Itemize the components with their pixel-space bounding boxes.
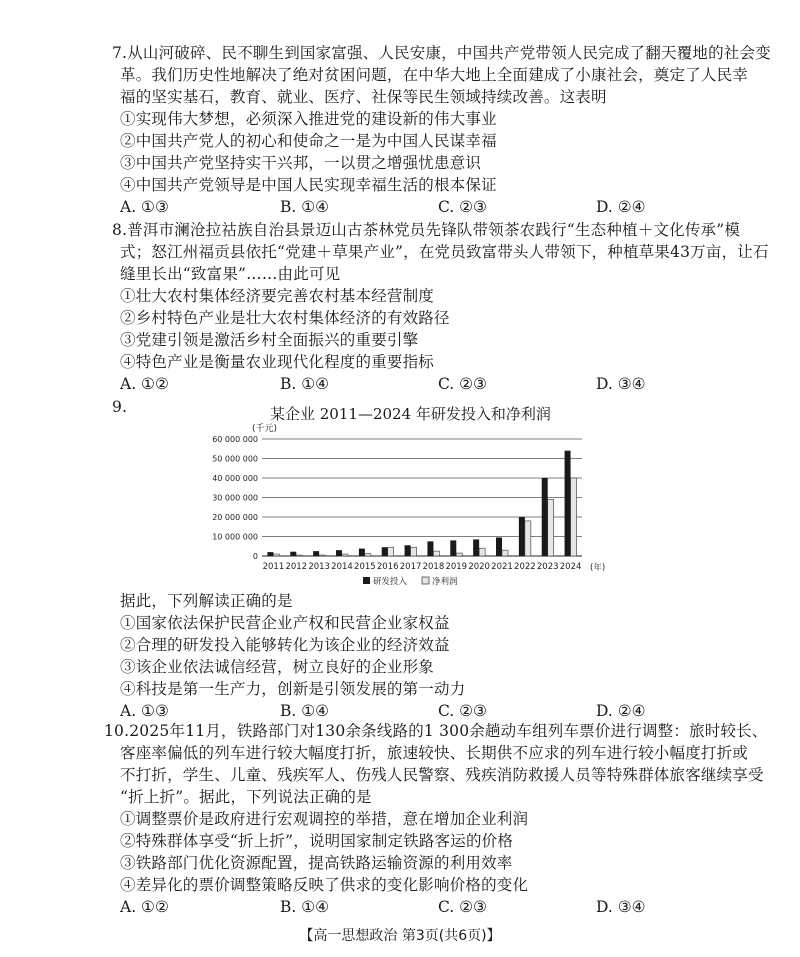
q10-stem-line: “折上折”。据此，下列说法正确的是 (120, 788, 372, 806)
bar-net-profit (365, 554, 371, 556)
y-tick-label: 50 000 000 (212, 454, 258, 464)
chart-title: 某企业 2011—2024 年研发投入和净利润 (270, 405, 551, 423)
chart-bars (267, 451, 576, 556)
q7-option-b[interactable]: B. ①④ (280, 198, 330, 216)
q7-option-d[interactable]: D. ②④ (596, 198, 646, 216)
q7-option-c[interactable]: C. ②③ (438, 198, 487, 216)
bar-net-profit (456, 553, 462, 556)
x-tick-label: 2019 (445, 562, 468, 572)
q7-item: ④中国共产党领导是中国人民实现幸福生活的根本保证 (120, 176, 497, 194)
bar-rd-investment (542, 478, 548, 556)
chart-gridlines (262, 439, 582, 556)
q9-intro: 据此，下列解读正确的是 (120, 592, 293, 610)
chart-y-ticks (212, 435, 258, 561)
bar-rd-investment (313, 551, 319, 556)
x-tick-label: 2014 (331, 562, 353, 572)
x-tick-label: 2018 (422, 562, 445, 572)
x-tick-label: 2021 (491, 562, 513, 572)
q9-option-c[interactable]: C. ②③ (438, 702, 487, 720)
question-9-number (112, 396, 152, 418)
bar-rd-investment (519, 517, 525, 556)
y-tick-label: 60 000 000 (212, 435, 258, 444)
bar-rd-investment (565, 451, 571, 556)
bar-net-profit (342, 554, 348, 556)
bar-net-profit (296, 555, 302, 556)
x-tick-label: 2020 (468, 562, 490, 572)
page-footer: 【高一思想政治 第3页(共6页)】 (299, 928, 501, 944)
q10-stem-line: 10.2025年11月，铁路部门对130余条线路的1 300余趟动车组列车票价进行调整：旅时较长、 (104, 722, 768, 740)
x-tick-label: 2011 (262, 562, 285, 572)
q10-item: ④差异化的票价调整策略反映了供求的变化影响价格的变化 (120, 876, 529, 894)
bar-rd-investment (336, 550, 342, 556)
q8-item: ①壮大农村集体经济要完善农村基本经营制度 (120, 287, 435, 305)
q8-stem-line: 8.普洱市澜沧拉祜族自治县景迈山古茶林党员先锋队带领茶农践行“生态种植＋文化传承”模 (112, 221, 741, 239)
chart-legend (363, 576, 458, 587)
q9-item: ③该企业依法诚信经营，树立良好的企业形象 (120, 658, 435, 676)
y-tick-label: 10 000 000 (212, 532, 258, 542)
bar-rd-investment (450, 540, 456, 556)
q8-option-b[interactable]: B. ①④ (280, 375, 330, 393)
q10-options (104, 896, 704, 918)
chart-x-ticks (263, 562, 582, 572)
bar-net-profit (319, 555, 325, 556)
legend-swatch-rd (363, 577, 370, 584)
x-tick-label: 2016 (376, 562, 399, 572)
q8-item: ②乡村特色产业是壮大农村集体经济的有效路径 (120, 309, 450, 327)
q8-option-d[interactable]: D. ③④ (596, 375, 646, 393)
bar-rd-investment (427, 541, 433, 556)
y-tick-label: 40 000 000 (212, 474, 258, 483)
q8-options (112, 373, 712, 395)
bar-rd-investment (359, 549, 365, 556)
q10-option-b[interactable]: B. ①④ (280, 898, 330, 916)
bar-rd-investment (473, 539, 479, 556)
question-8 (112, 219, 769, 395)
q7-item: ①实现伟大梦想，必须深入推进党的建设新的伟大事业 (120, 110, 497, 128)
y-tick-label: 30 000 000 (212, 493, 258, 503)
q10-item: ①调整票价是政府进行宏观调控的举措，意在增加企业利润 (120, 810, 529, 828)
q7-stem-line: 福的坚实基石，教育、就业、医疗、社保等民生领域持续改善。这表明 (120, 88, 607, 106)
q7-option-a[interactable]: A. ①③ (120, 198, 169, 216)
bar-net-profit (502, 550, 508, 556)
q10-item: ②特殊群体享受“折上折”，说明国家制定铁路客运的价格 (120, 832, 514, 850)
q10-option-c[interactable]: C. ②③ (438, 898, 487, 916)
bar-net-profit (273, 554, 279, 556)
q8-stem-line: 式；怒江州福贡县依托“党建＋草果产业”，在党员致富带头人带领下，种植草果43万亩，让石 (120, 243, 769, 261)
rd-profit-bar-chart (190, 420, 630, 592)
q7-item: ③中国共产党坚持实干兴邦，一以贯之增强忧患意识 (120, 154, 482, 172)
y-tick-label: 0 (252, 552, 258, 561)
q9-option-b[interactable]: B. ①④ (280, 702, 330, 720)
q9-options (112, 700, 712, 722)
q9-option-a[interactable]: A. ①③ (120, 702, 169, 720)
bar-rd-investment (290, 552, 296, 556)
x-tick-label: 2023 (536, 562, 559, 572)
q9-item: ②合理的研发投入能够转化为该企业的经济效益 (120, 636, 450, 654)
legend-swatch-profit (422, 577, 429, 584)
q10-stem-line: 不打折，学生、儿童、残疾军人、伤残人民警察、残疾消防救援人员等特殊群体旅客继续享受 (120, 766, 764, 784)
question-7 (112, 42, 771, 218)
q10-stem-line: 客座率偏低的列车进行较大幅度打折，旅速较快、长期供不应求的列车进行较小幅度打折或 (120, 744, 749, 762)
q9-number: 9. (112, 398, 128, 416)
q9-item: ①国家依法保护民营企业产权和民营企业家权益 (120, 614, 450, 632)
chart-x-unit: (年) (590, 563, 606, 573)
question-9 (112, 590, 712, 722)
x-tick-label: 2024 (559, 562, 582, 572)
q7-stem-line: 7.从山河破碎、民不聊生到国家富强、人民安康，中国共产党带领人民完成了翻天覆地的社会变 (112, 44, 771, 62)
q8-stem-line: 缝里长出“致富果”……由此可见 (120, 265, 341, 283)
x-tick-label: 2017 (399, 562, 422, 572)
x-tick-label: 2012 (285, 562, 308, 572)
q7-item: ②中国共产党人的初心和使命之一是为中国人民谋幸福 (120, 132, 497, 150)
q8-option-c[interactable]: C. ②③ (438, 375, 487, 393)
bar-net-profit (479, 548, 485, 556)
x-tick-label: 2013 (308, 562, 330, 572)
legend-label-profit: 净利润 (432, 577, 458, 587)
question-10 (104, 720, 768, 918)
bar-rd-investment (496, 537, 502, 556)
y-tick-label: 20 000 000 (212, 513, 258, 522)
q8-item: ④特色产业是衡量农业现代化程度的重要指标 (120, 353, 435, 371)
bar-net-profit (388, 547, 394, 556)
q8-item: ③党建引领是激活乡村全面振兴的重要引擎 (120, 331, 419, 349)
chart-y-unit: (千元) (252, 424, 278, 434)
q10-option-d[interactable]: D. ③④ (596, 898, 646, 916)
bar-net-profit (571, 478, 577, 556)
q10-option-a[interactable]: A. ①② (120, 898, 169, 916)
q7-stem-line: 革。我们历史性地解决了绝对贫困问题，在中华大地上全面建成了小康社会，奠定了人民幸 (120, 66, 749, 84)
x-tick-label: 2022 (514, 562, 536, 572)
bar-net-profit (525, 521, 531, 556)
bar-net-profit (411, 547, 417, 556)
bar-net-profit (548, 499, 554, 556)
x-tick-label: 2015 (354, 562, 376, 572)
legend-label-rd: 研发投入 (373, 577, 408, 587)
q8-option-a[interactable]: A. ①② (120, 375, 169, 393)
bar-rd-investment (405, 545, 411, 556)
q7-options (112, 196, 712, 218)
q9-item: ④科技是第一生产力，创新是引领发展的第一动力 (120, 680, 466, 698)
q10-item: ③铁路部门优化资源配置，提高铁路运输资源的利用效率 (120, 854, 513, 872)
q9-option-d[interactable]: D. ②④ (596, 702, 646, 720)
bar-rd-investment (267, 552, 273, 556)
bar-rd-investment (382, 547, 388, 556)
bar-net-profit (433, 551, 439, 556)
